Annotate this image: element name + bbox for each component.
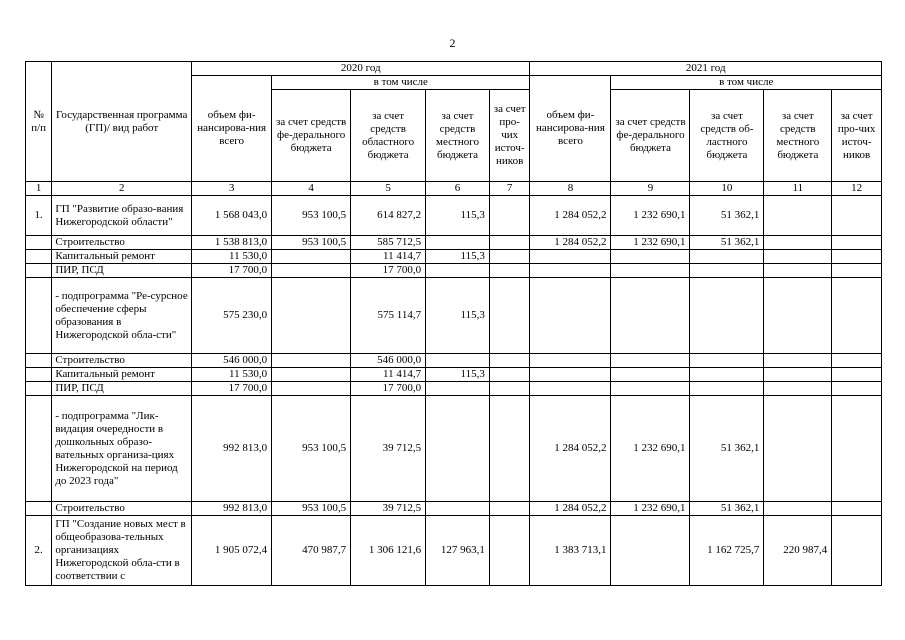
table-cell-c5: 614 827,2 [351, 196, 426, 236]
table-cell-c9 [611, 368, 690, 382]
table-cell-c4 [272, 250, 351, 264]
col-num: 6 [426, 182, 490, 196]
table-cell-c9 [611, 250, 690, 264]
col-num: 7 [489, 182, 530, 196]
col-num: 1 [26, 182, 52, 196]
table-cell-name: ГП "Создание новых мест в общеобразова-тельных организациях Нижегородской обла-сти в соответствии с [52, 516, 192, 586]
col-num: 4 [272, 182, 351, 196]
table-cell-c10: 51 362,1 [690, 236, 764, 250]
table-row [26, 236, 882, 250]
header-incl-2021: в том числе [611, 76, 882, 90]
table-cell-name: ПИР, ПСД [52, 382, 192, 396]
table-cell-c6 [426, 236, 490, 250]
table-cell-c3: 11 530,0 [192, 250, 272, 264]
table-cell-c7 [489, 396, 530, 502]
table-cell-no [26, 354, 52, 368]
column-numbers-row [26, 182, 882, 196]
table-cell-c9 [611, 516, 690, 586]
table-cell-c9 [611, 278, 690, 354]
table-cell-no [26, 368, 52, 382]
table-cell-c4: 953 100,5 [272, 396, 351, 502]
table-cell-c10 [690, 250, 764, 264]
table-cell-c8: 1 284 052,2 [530, 396, 611, 502]
col-num: 11 [764, 182, 832, 196]
table-row [26, 396, 882, 502]
header-federal-2020: за счет средств фе-дерального бюджета [272, 90, 351, 182]
table-cell-c8 [530, 250, 611, 264]
table-cell-c3: 1 538 813,0 [192, 236, 272, 250]
table-cell-c9: 1 232 690,1 [611, 396, 690, 502]
table-cell-c3: 17 700,0 [192, 382, 272, 396]
table-cell-c10 [690, 354, 764, 368]
table-row [26, 264, 882, 278]
table-cell-c10: 51 362,1 [690, 396, 764, 502]
table-cell-name: Капитальный ремонт [52, 368, 192, 382]
table-cell-c10: 1 162 725,7 [690, 516, 764, 586]
table-row [26, 502, 882, 516]
table-cell-name: Строительство [52, 236, 192, 250]
header-other-2021: за счет про-чих источ-ников [832, 90, 882, 182]
table-cell-c9 [611, 264, 690, 278]
table-cell-c9: 1 232 690,1 [611, 196, 690, 236]
table-cell-c8 [530, 368, 611, 382]
table-cell-c4 [272, 382, 351, 396]
col-num: 2 [52, 182, 192, 196]
table-cell-c11 [764, 502, 832, 516]
table-cell-c4 [272, 278, 351, 354]
table-cell-c12 [832, 368, 882, 382]
table-cell-name: ПИР, ПСД [52, 264, 192, 278]
table-cell-c3: 992 813,0 [192, 502, 272, 516]
table-cell-name: Капитальный ремонт [52, 250, 192, 264]
table-cell-c7 [489, 502, 530, 516]
table-cell-c7 [489, 516, 530, 586]
table-cell-c6 [426, 264, 490, 278]
table-row [26, 382, 882, 396]
table-cell-c12 [832, 396, 882, 502]
table-cell-c8 [530, 382, 611, 396]
table-cell-name: - подпрограмма "Лик-видация очередности в дошкольных образо-вательных организа-циях Нижегородской на период до 2023 года" [52, 396, 192, 502]
header-year-2021: 2021 год [530, 62, 882, 76]
header-local-2021: за счет средств местного бюджета [764, 90, 832, 182]
header-program: Государственная программа (ГП)/ вид работ [52, 62, 192, 182]
header-total-2021: объем фи-нансирова-ния всего [530, 76, 611, 182]
col-num: 3 [192, 182, 272, 196]
table-cell-c6: 115,3 [426, 278, 490, 354]
table-row [26, 250, 882, 264]
table-cell-c6 [426, 354, 490, 368]
table-cell-c3: 17 700,0 [192, 264, 272, 278]
table-cell-c9: 1 232 690,1 [611, 236, 690, 250]
table-cell-c4: 953 100,5 [272, 196, 351, 236]
table-cell-c11 [764, 382, 832, 396]
financing-table [25, 61, 882, 586]
table-cell-c7 [489, 354, 530, 368]
table-cell-c6: 115,3 [426, 250, 490, 264]
table-cell-no [26, 278, 52, 354]
table-cell-c9: 1 232 690,1 [611, 502, 690, 516]
table-cell-c5: 546 000,0 [351, 354, 426, 368]
table-cell-c8: 1 284 052,2 [530, 196, 611, 236]
table-cell-c11 [764, 278, 832, 354]
table-cell-c3: 546 000,0 [192, 354, 272, 368]
table-cell-c7 [489, 382, 530, 396]
table-cell-c11 [764, 196, 832, 236]
table-cell-c6: 115,3 [426, 196, 490, 236]
table-cell-c5: 39 712,5 [351, 396, 426, 502]
table-cell-c11 [764, 354, 832, 368]
table-cell-no: 2. [26, 516, 52, 586]
table-cell-c10 [690, 368, 764, 382]
table-row [26, 368, 882, 382]
table-cell-c6 [426, 502, 490, 516]
table-cell-no [26, 502, 52, 516]
table-cell-no [26, 250, 52, 264]
table-body [26, 196, 882, 586]
table-cell-c5: 17 700,0 [351, 382, 426, 396]
header-total-2020: объем фи-нансирова-ния всего [192, 76, 272, 182]
header-other-2020: за счет про-чих источ-ников [489, 90, 530, 182]
table-cell-c11 [764, 250, 832, 264]
table-cell-c8: 1 383 713,1 [530, 516, 611, 586]
header-year-2020: 2020 год [192, 62, 530, 76]
header-incl-2020: в том числе [272, 76, 530, 90]
table-cell-c11: 220 987,4 [764, 516, 832, 586]
table-cell-c4 [272, 354, 351, 368]
table-cell-c7 [489, 196, 530, 236]
table-cell-c10 [690, 278, 764, 354]
table-cell-no [26, 382, 52, 396]
table-cell-c3: 11 530,0 [192, 368, 272, 382]
table-cell-c5: 39 712,5 [351, 502, 426, 516]
table-cell-c12 [832, 516, 882, 586]
table-cell-no: 1. [26, 196, 52, 236]
col-num: 8 [530, 182, 611, 196]
table-cell-c8: 1 284 052,2 [530, 502, 611, 516]
header-federal-2021: за счет средств фе-дерального бюджета [611, 90, 690, 182]
table-cell-c8 [530, 354, 611, 368]
table-cell-c11 [764, 396, 832, 502]
table-cell-c12 [832, 196, 882, 236]
table-cell-c12 [832, 250, 882, 264]
table-row [26, 278, 882, 354]
table-cell-c4 [272, 264, 351, 278]
table-cell-c5: 585 712,5 [351, 236, 426, 250]
table-cell-c8: 1 284 052,2 [530, 236, 611, 250]
table-cell-c3: 1 905 072,4 [192, 516, 272, 586]
header-local-2020: за счет средств местного бюджета [426, 90, 490, 182]
table-cell-c5: 1 306 121,6 [351, 516, 426, 586]
table-cell-name: Строительство [52, 354, 192, 368]
table-cell-no [26, 264, 52, 278]
table-cell-c3: 575 230,0 [192, 278, 272, 354]
table-row [26, 196, 882, 236]
table-cell-c12 [832, 236, 882, 250]
table-cell-c3: 992 813,0 [192, 396, 272, 502]
header-regional-2020: за счет средств областного бюджета [351, 90, 426, 182]
table-cell-c6 [426, 396, 490, 502]
table-cell-c7 [489, 236, 530, 250]
table-cell-c4: 953 100,5 [272, 236, 351, 250]
table-cell-c7 [489, 278, 530, 354]
col-num: 5 [351, 182, 426, 196]
table-cell-c4 [272, 368, 351, 382]
table-cell-c6: 127 963,1 [426, 516, 490, 586]
table-cell-c12 [832, 354, 882, 368]
table-cell-c5: 11 414,7 [351, 368, 426, 382]
table-cell-c3: 1 568 043,0 [192, 196, 272, 236]
header-no: № п/п [26, 62, 52, 182]
table-cell-c12 [832, 264, 882, 278]
table-cell-no [26, 396, 52, 502]
table-cell-c5: 11 414,7 [351, 250, 426, 264]
col-num: 9 [611, 182, 690, 196]
table-cell-c4: 953 100,5 [272, 502, 351, 516]
table-cell-c4: 470 987,7 [272, 516, 351, 586]
table-cell-name: Строительство [52, 502, 192, 516]
table-cell-c10 [690, 264, 764, 278]
table-cell-c7 [489, 264, 530, 278]
table-cell-c12 [832, 502, 882, 516]
table-cell-c12 [832, 278, 882, 354]
col-num: 12 [832, 182, 882, 196]
table-cell-c6 [426, 382, 490, 396]
table-cell-name: - подпрограмма "Ре-сурсное обеспечение сферы образования в Нижегородской обла-сти" [52, 278, 192, 354]
table-cell-no [26, 236, 52, 250]
table-row [26, 354, 882, 368]
table-row [26, 516, 882, 586]
table-cell-c7 [489, 368, 530, 382]
col-num: 10 [690, 182, 764, 196]
table-cell-c9 [611, 354, 690, 368]
table-cell-c11 [764, 368, 832, 382]
table-cell-c11 [764, 264, 832, 278]
table-cell-c10 [690, 382, 764, 396]
table-cell-c8 [530, 278, 611, 354]
table-cell-c5: 575 114,7 [351, 278, 426, 354]
table-cell-c12 [832, 382, 882, 396]
table-cell-c10: 51 362,1 [690, 502, 764, 516]
header-regional-2021: за счет средств об-ластного бюджета [690, 90, 764, 182]
table-cell-c11 [764, 236, 832, 250]
table-cell-c5: 17 700,0 [351, 264, 426, 278]
table-cell-c6: 115,3 [426, 368, 490, 382]
table-cell-c7 [489, 250, 530, 264]
table-cell-c8 [530, 264, 611, 278]
table-cell-c9 [611, 382, 690, 396]
table-cell-name: ГП "Развитие образо-вания Нижегородской области" [52, 196, 192, 236]
page-number: 2 [449, 36, 456, 50]
table-cell-c10: 51 362,1 [690, 196, 764, 236]
